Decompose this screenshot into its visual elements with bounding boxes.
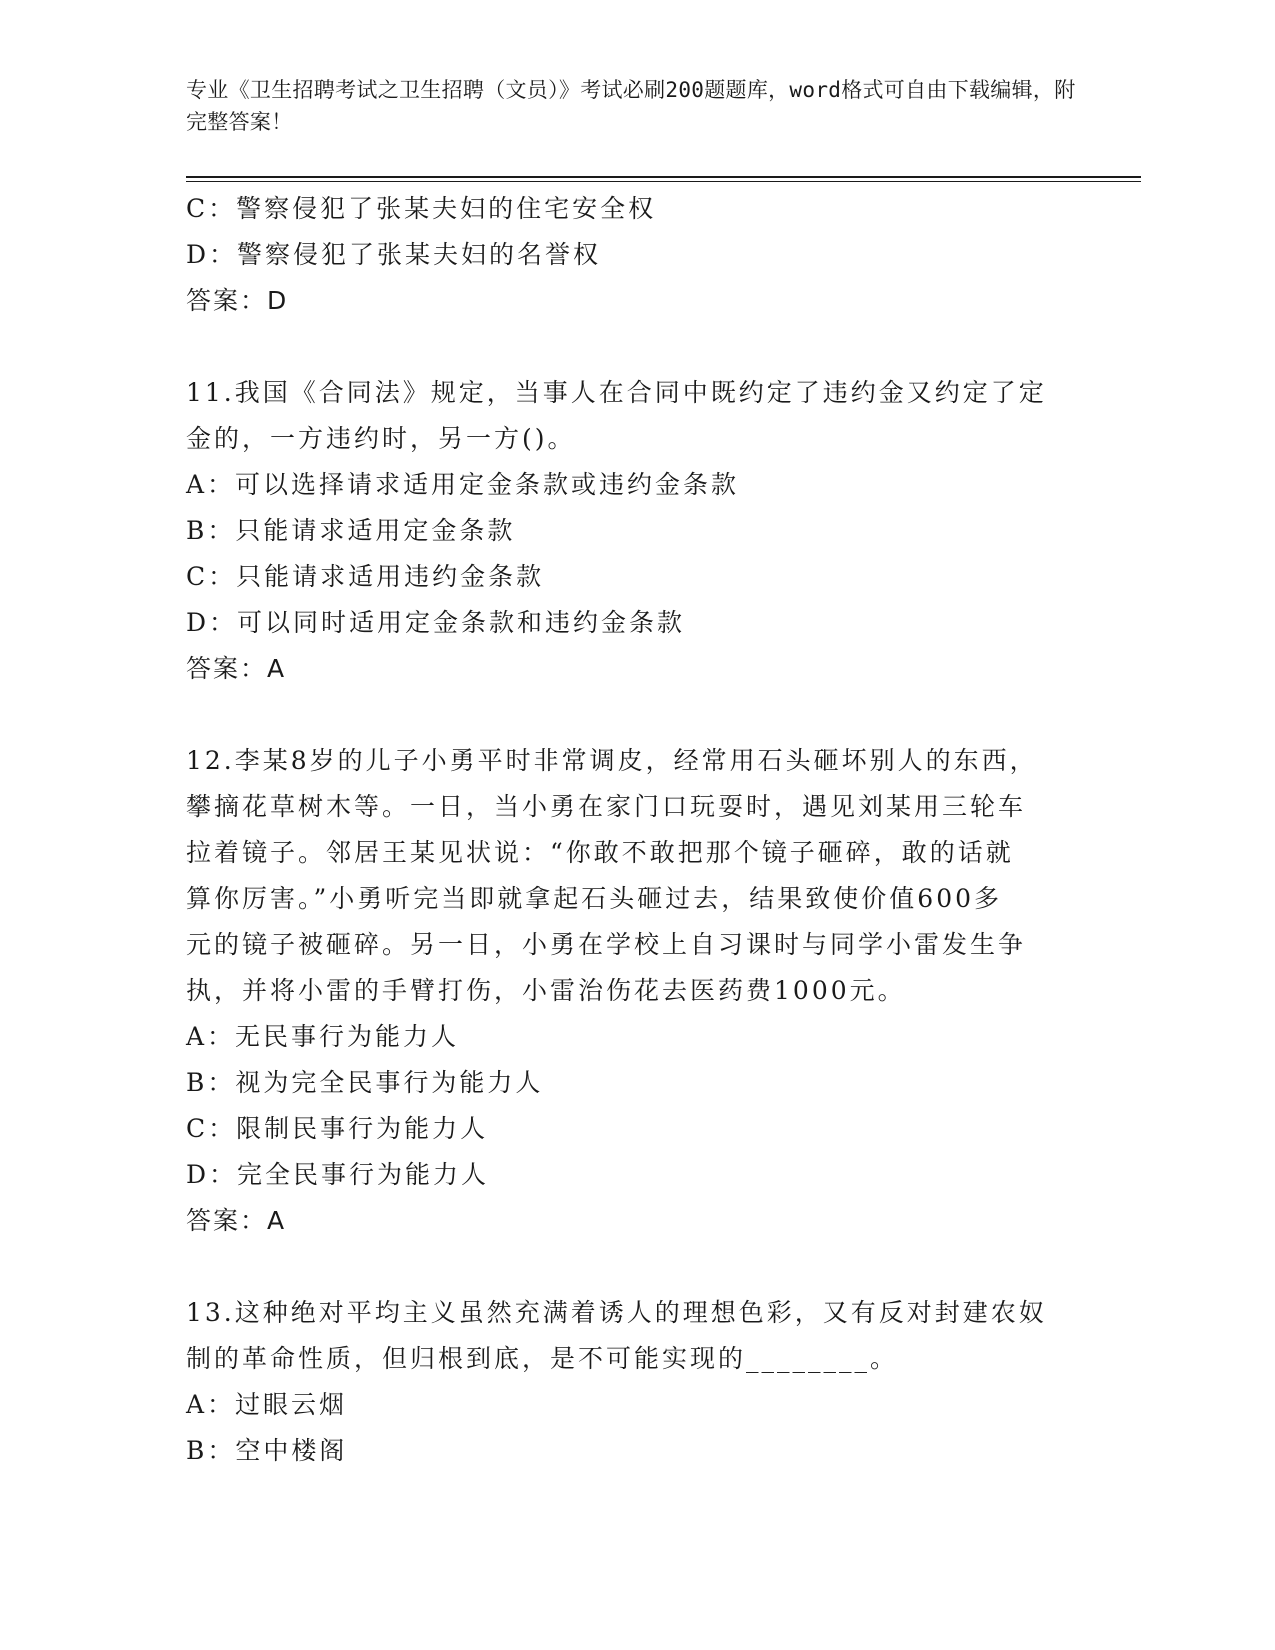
spacer <box>186 1244 1086 1290</box>
option-b: B：空中楼阁 <box>186 1436 348 1465</box>
option-c: C：限制民事行为能力人 <box>186 1114 489 1143</box>
question-stem-line: 金的，一方违约时，另一方()。 <box>186 424 576 453</box>
question-stem-line: 制的革命性质，但归根到底，是不可能实现的________。 <box>186 1344 899 1373</box>
question-stem-line: 拉着镜子。邻居王某见状说：“你敢不敢把那个镜子砸碎，敢的话就 <box>186 838 1014 867</box>
option-d: D：可以同时适用定金条款和违约金条款 <box>186 608 686 637</box>
document-header: 专业《卫生招聘考试之卫生招聘（文员）》考试必刷200题题库，word格式可自由下载编辑，附完整答案！ <box>186 78 1076 134</box>
question-stem-line: 执，并将小雷的手臂打伤，小雷治伤花去医药费1000元。 <box>186 976 906 1005</box>
option-b: B：只能请求适用定金条款 <box>186 516 516 545</box>
question-stem-line: 13.这种绝对平均主义虽然充满着诱人的理想色彩，又有反对封建农奴 <box>186 1298 1047 1327</box>
question-stem-line: 12.李某8岁的儿子小勇平时非常调皮，经常用石头砸坏别人的东西， <box>186 746 1038 775</box>
question-stem-line: 算你厉害。”小勇听完当即就拿起石头砸过去，结果致使价值600多 <box>186 884 1003 913</box>
question-stem-line: 元的镜子被砸碎。另一日，小勇在学校上自习课时与同学小雷发生争 <box>186 930 1027 959</box>
option-a: A：过眼云烟 <box>186 1390 348 1419</box>
header-rule <box>186 176 1141 178</box>
spacer <box>186 692 1086 738</box>
spacer <box>186 324 1086 370</box>
answer-line: 答案：D <box>186 286 289 315</box>
question-content <box>186 186 1086 1474</box>
header-rule-thin <box>186 181 1141 182</box>
answer-line: 答案：A <box>186 654 287 683</box>
question-stem-line: 攀摘花草树木等。一日，当小勇在家门口玩耍时，遇见刘某用三轮车 <box>186 792 1027 821</box>
option-d: D：警察侵犯了张某夫妇的名誉权 <box>186 240 602 269</box>
option-a: A：可以选择请求适用定金条款或违约金条款 <box>186 470 740 499</box>
question-stem-line: 11.我国《合同法》规定，当事人在合同中既约定了违约金又约定了定 <box>186 378 1047 407</box>
answer-line: 答案：A <box>186 1206 287 1235</box>
option-c: C：只能请求适用违约金条款 <box>186 562 545 591</box>
option-d: D：完全民事行为能力人 <box>186 1160 490 1189</box>
option-b: B：视为完全民事行为能力人 <box>186 1068 544 1097</box>
option-c: C：警察侵犯了张某夫妇的住宅安全权 <box>186 194 657 223</box>
option-a: A：无民事行为能力人 <box>186 1022 460 1051</box>
